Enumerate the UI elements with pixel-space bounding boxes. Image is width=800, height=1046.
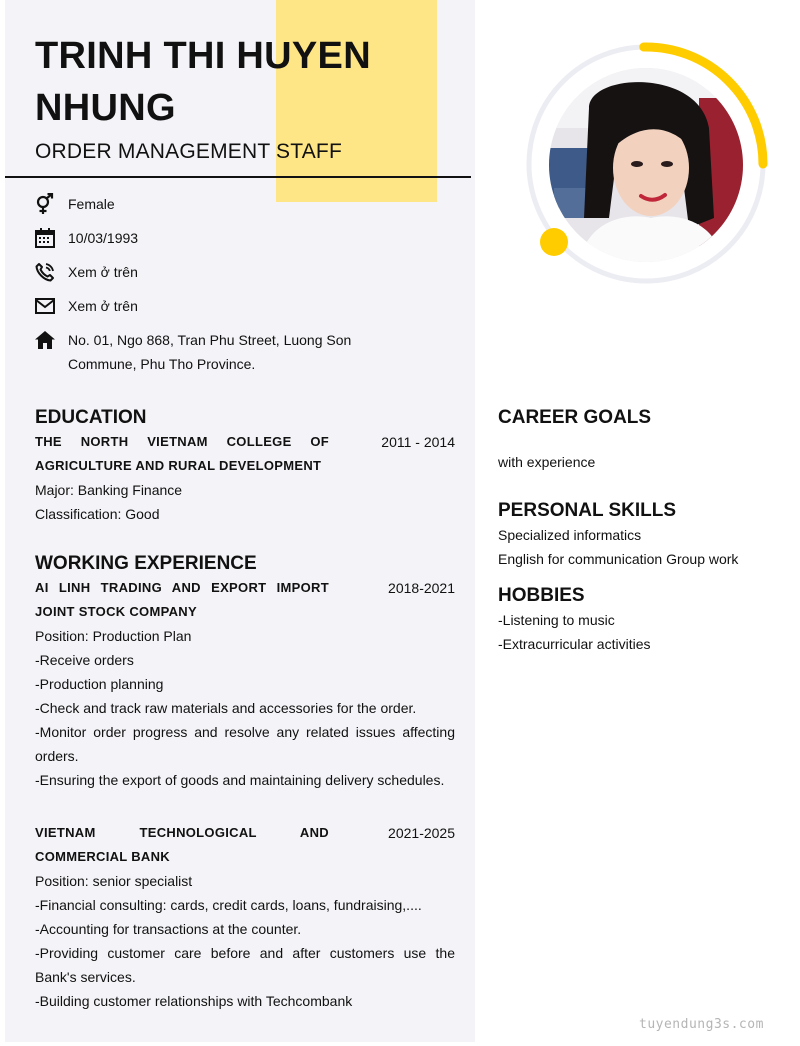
job-line: -Ensuring the export of goods and maintaining delivery schedules. (35, 772, 445, 788)
career-goals-section (498, 406, 778, 474)
education-heading: EDUCATION (35, 407, 147, 428)
gender-text: Female (68, 196, 115, 212)
job-line: -Production planning (35, 676, 164, 692)
job-line: Position: senior specialist (35, 873, 193, 889)
gender-icon (35, 192, 55, 216)
email-icon (35, 294, 55, 318)
education-classification: Classification: Good (35, 506, 160, 522)
job-date: 2018-2021 (388, 580, 455, 596)
contact-birthdate (35, 226, 455, 250)
email-text: Xem ở trên (68, 298, 138, 314)
hobby-item: -Extracurricular activities (498, 636, 651, 652)
hobbies-section (498, 584, 778, 656)
education-date: 2011 - 2014 (381, 434, 455, 450)
contact-address (35, 328, 455, 376)
address-text: No. 01, Ngo 868, Tran Phu Street, Luong Son Commune, Phu Tho Province. (68, 332, 352, 372)
career-goals-heading: CAREER GOALS (498, 407, 652, 428)
job-line: -Monitor order progress and resolve any related issues affecting orders. (35, 724, 455, 764)
skill-item: English for communication Group work (498, 551, 739, 567)
contact-info (35, 192, 455, 386)
education-entry-header (35, 430, 455, 478)
contact-gender (35, 192, 455, 216)
birthdate-text: 10/03/1993 (68, 230, 139, 246)
job-line: -Financial consulting: cards, credit cards, loans, fundraising,.... (35, 897, 422, 913)
job-date: 2021-2025 (388, 825, 455, 841)
profile-photo-frame (526, 42, 768, 284)
home-icon (35, 328, 55, 352)
phone-icon (35, 260, 55, 284)
career-goals-text: with experience (498, 454, 596, 470)
profile-photo (549, 68, 743, 262)
company-name: AI LINH TRADING AND EXPORT IMPORT JOINT STOCK COMPANY (35, 580, 329, 619)
school-name: THE NORTH VIETNAM COLLEGE OF AGRICULTURE AND RURAL DEVELOPMENT (35, 434, 329, 473)
watermark: tuyendung3s.com (639, 1017, 764, 1032)
job-entry (35, 576, 455, 792)
phone-text: Xem ở trên (68, 264, 138, 280)
hobbies-heading: HOBBIES (498, 585, 585, 606)
personal-skills-section (498, 499, 778, 571)
job-line: -Receive orders (35, 652, 134, 668)
job-line: Position: Production Plan (35, 628, 192, 644)
skill-item: Specialized informatics (498, 527, 642, 543)
education-major: Major: Banking Finance (35, 482, 183, 498)
job-line: -Providing customer care before and after customers use the Bank's services. (35, 945, 455, 985)
job-entry (35, 821, 455, 1013)
contact-phone (35, 260, 455, 284)
job-line: -Check and track raw materials and accessories for the order. (35, 700, 417, 716)
experience-section (35, 552, 455, 1013)
calendar-icon (35, 226, 55, 250)
job-line: -Building customer relationships with Techcombank (35, 993, 353, 1009)
job-entry-header (35, 821, 455, 869)
job-line: -Accounting for transactions at the counter. (35, 921, 302, 937)
hobby-item: -Listening to music (498, 612, 615, 628)
job-entry-header (35, 576, 455, 624)
education-section (35, 406, 455, 526)
contact-email (35, 294, 455, 318)
job-title: ORDER MANAGEMENT STAFF (35, 140, 342, 163)
experience-heading: WORKING EXPERIENCE (35, 553, 257, 574)
candidate-name: TRINH THI HUYEN NHUNG (35, 35, 371, 129)
company-name: VIETNAM TECHNOLOGICAL AND COMMERCIAL BANK (35, 825, 329, 864)
personal-skills-heading: PERSONAL SKILLS (498, 500, 677, 521)
header-divider (5, 176, 471, 178)
